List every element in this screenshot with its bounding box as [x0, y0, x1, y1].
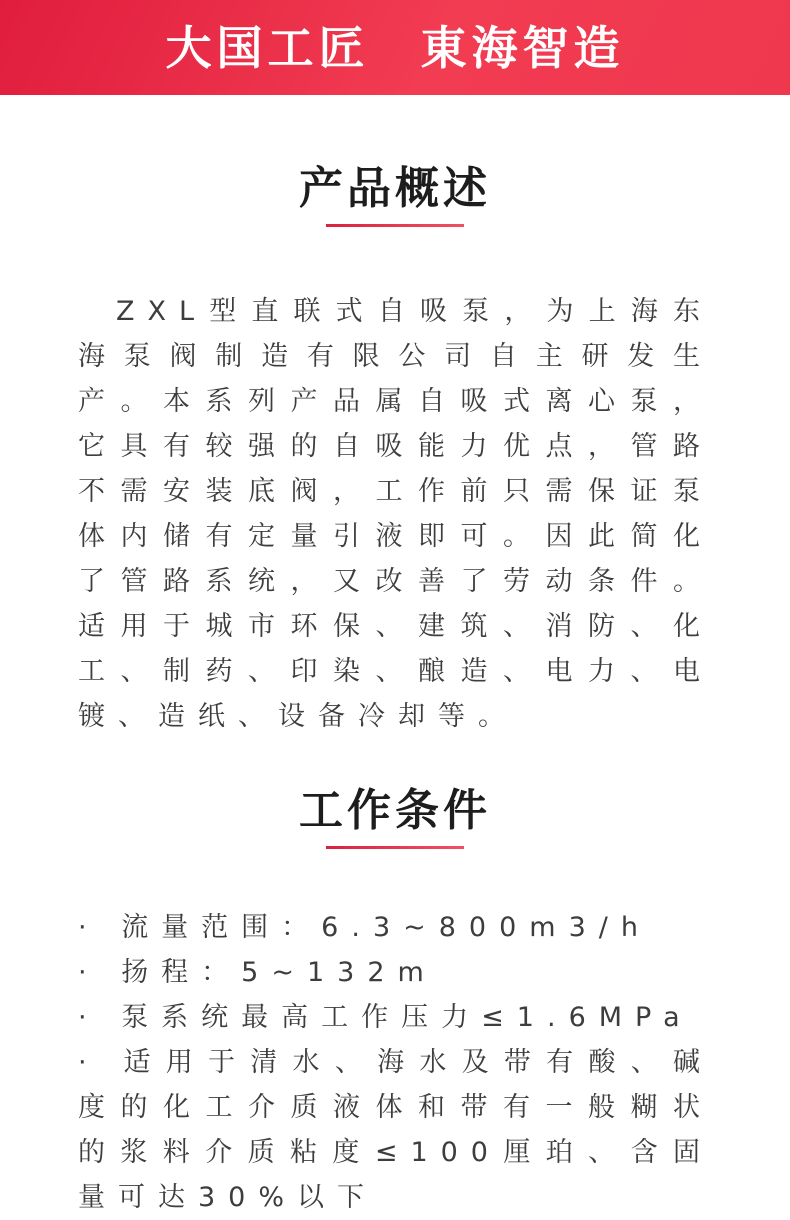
brand-slogan: 大国工匠 東海智造 — [165, 20, 625, 75]
bullet-head-range-text: 扬程：5~132m — [121, 957, 437, 988]
bullet-max-pressure-text: 泵系统最高工作压力≤1.6MPa — [121, 1002, 693, 1033]
conditions-heading-block — [0, 785, 790, 849]
bullet-flow-range — [78, 905, 713, 950]
bullet-applicable-media-text: 适用于清水、海水及带有酸、碱度的化工介质液体和带有一般糊状的浆料介质粘度≤100厘珀、含固量可达30%以下 — [78, 1047, 713, 1213]
section-working-conditions — [0, 785, 790, 1220]
overview-heading-block — [0, 163, 790, 227]
red-underline-accent — [326, 846, 464, 849]
header-banner — [0, 0, 790, 95]
overview-section-title: 产品概述 — [299, 163, 491, 214]
bullet-flow-range-text: 流量范围：6.3~800m3/h — [121, 912, 651, 943]
bullet-dot-icon: · — [78, 1047, 100, 1078]
bullet-applicable-media — [78, 1040, 713, 1220]
bullet-dot-icon: · — [78, 912, 100, 943]
bullet-dot-icon: · — [78, 957, 100, 988]
overview-paragraph: ZXL型直联式自吸泵，为上海东海泵阀制造有限公司自主研发生产。本系列产品属自吸式离心泵，它具有较强的自吸能力优点，管路不需安装底阀，工作前只需保证泵体内储有定量引液即可。因此简化了管路系统，又改善了劳动条件。适用于城市环保、建筑、消防、化工、制药、印染、酿造、电力、电镀、造纸、设备冷却等。 — [78, 296, 713, 732]
red-underline-accent — [326, 224, 464, 227]
bullet-max-pressure — [78, 995, 713, 1040]
bullet-dot-icon: · — [78, 1002, 100, 1033]
conditions-section-title: 工作条件 — [299, 785, 491, 836]
bullet-head-range — [78, 950, 713, 995]
section-product-overview — [0, 163, 790, 739]
conditions-list — [78, 905, 713, 1220]
